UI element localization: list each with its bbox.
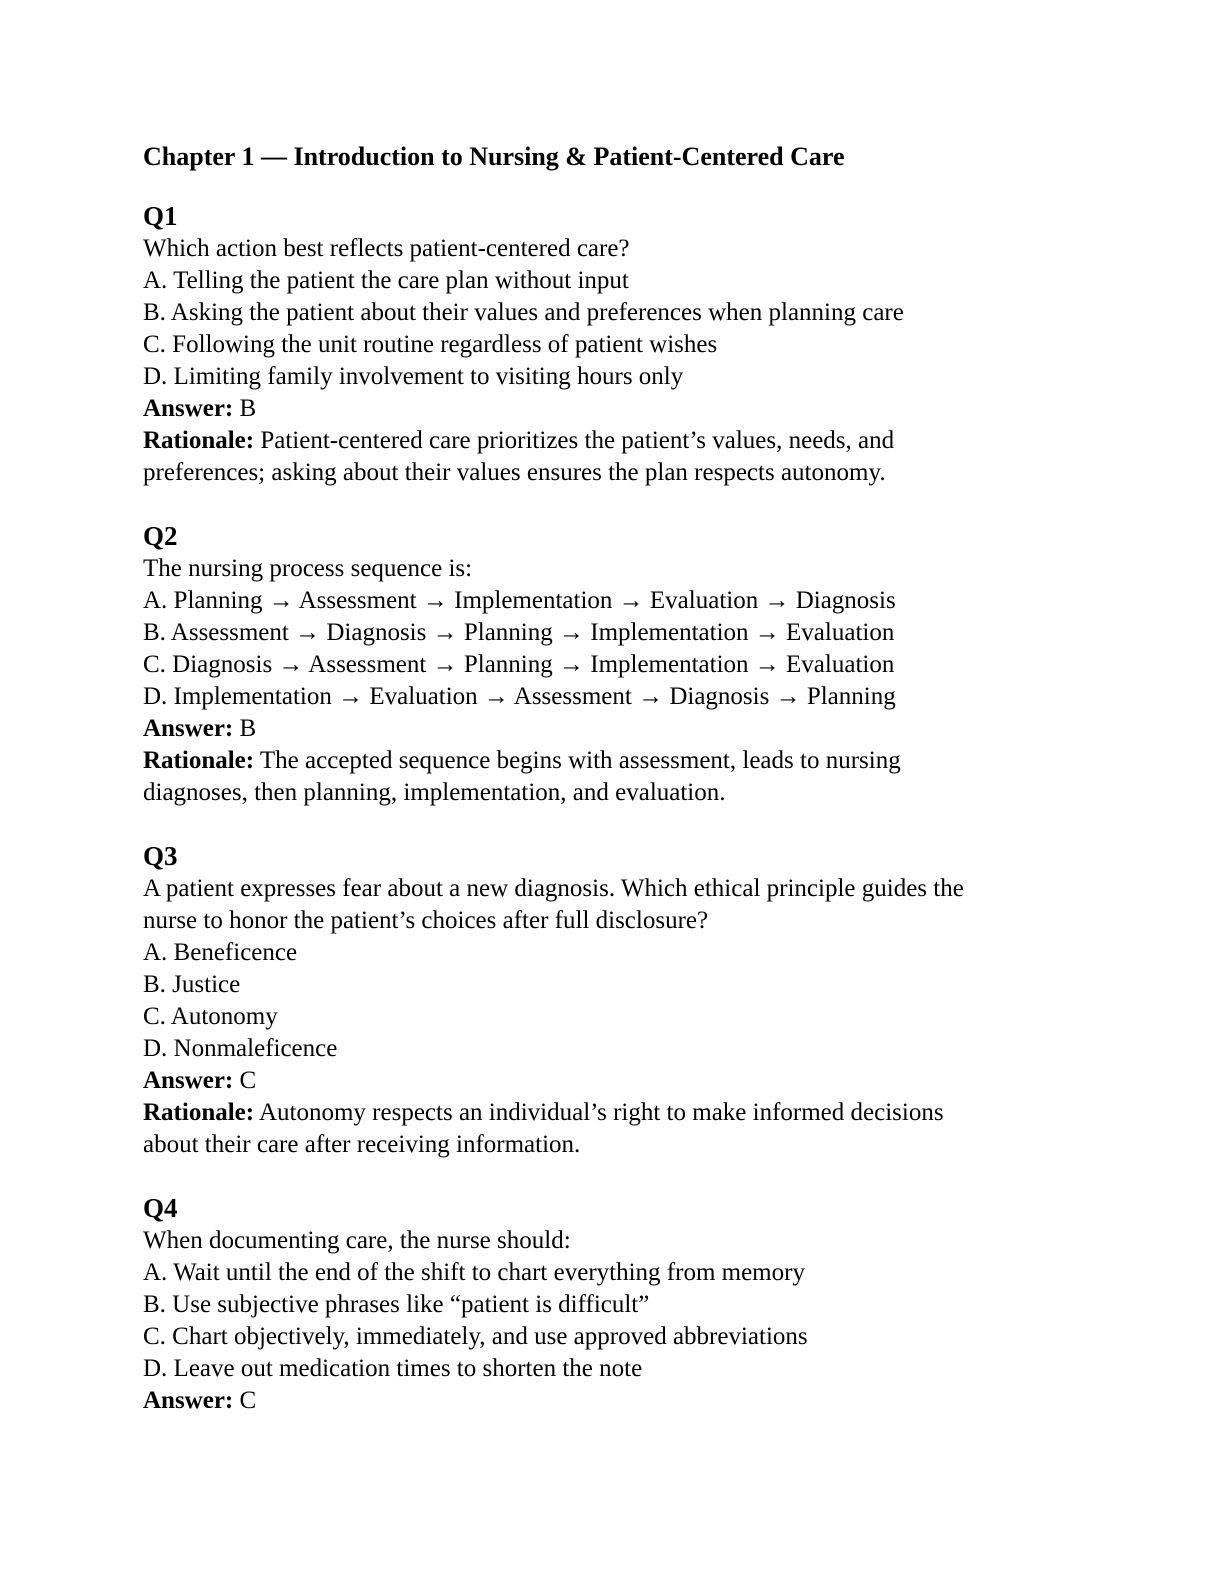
answer-option: D. Implementation → Evaluation → Assessment → Diagnosis → Planning bbox=[143, 683, 896, 710]
answer-option: A. Beneficence bbox=[143, 939, 298, 966]
question-number: Q2 bbox=[143, 521, 178, 551]
question-block bbox=[143, 199, 1083, 489]
answer-option: B. Asking the patient about their values and preferences when planning care bbox=[143, 299, 904, 326]
answer-label: Answer: bbox=[143, 395, 234, 422]
answer-value: B bbox=[233, 715, 257, 742]
answer-option: C. Diagnosis → Assessment → Planning → Implementation → Evaluation bbox=[143, 651, 895, 678]
answer-option: B. Assessment → Diagnosis → Planning → Implementation → Evaluation bbox=[143, 619, 895, 646]
question-number: Q4 bbox=[143, 1193, 178, 1223]
answer-value: C bbox=[233, 1387, 257, 1414]
answer-option: D. Limiting family involvement to visiting hours only bbox=[143, 363, 684, 390]
document-page bbox=[143, 139, 1083, 1447]
question-number: Q3 bbox=[143, 841, 178, 871]
rationale-text: The accepted sequence begins with assessment, leads to nursing bbox=[254, 747, 901, 774]
answer-label: Answer: bbox=[143, 715, 234, 742]
question-stem: Which action best reflects patient-centered care? bbox=[143, 235, 630, 262]
answer-value: B bbox=[233, 395, 257, 422]
chapter-title: Chapter 1 — Introduction to Nursing & Patient-Centered Care bbox=[143, 142, 845, 171]
answer-option: A. Telling the patient the care plan without input bbox=[143, 267, 629, 294]
answer-option: A. Planning → Assessment → Implementation → Evaluation → Diagnosis bbox=[143, 587, 896, 614]
question-stem: A patient expresses fear about a new diagnosis. Which ethical principle guides the bbox=[143, 875, 964, 902]
question-stem: nurse to honor the patient’s choices after full disclosure? bbox=[143, 907, 709, 934]
answer-option: C. Chart objectively, immediately, and use approved abbreviations bbox=[143, 1323, 808, 1350]
answer-label: Answer: bbox=[143, 1067, 234, 1094]
answer-line bbox=[143, 393, 1083, 425]
rationale-text: about their care after receiving information. bbox=[143, 1131, 581, 1158]
answer-option: C. Following the unit routine regardless of patient wishes bbox=[143, 331, 718, 358]
answer-option: B. Use subjective phrases like “patient is difficult” bbox=[143, 1291, 650, 1318]
rationale-text: Patient-centered care prioritizes the patient’s values, needs, and bbox=[254, 427, 895, 454]
rationale-text: Autonomy respects an individual’s right to make informed decisions bbox=[254, 1099, 944, 1126]
question-block bbox=[143, 519, 1083, 809]
answer-option: B. Justice bbox=[143, 971, 241, 998]
rationale-text: diagnoses, then planning, implementation, and evaluation. bbox=[143, 779, 726, 806]
answer-option: A. Wait until the end of the shift to chart everything from memory bbox=[143, 1259, 805, 1286]
rationale-line bbox=[143, 1097, 1083, 1129]
answer-option: C. Autonomy bbox=[143, 1003, 278, 1030]
rationale-label: Rationale: bbox=[143, 427, 255, 454]
answer-line bbox=[143, 713, 1083, 745]
rationale-line bbox=[143, 745, 1083, 777]
rationale-label: Rationale: bbox=[143, 747, 255, 774]
answer-line bbox=[143, 1385, 1083, 1417]
answer-line bbox=[143, 1065, 1083, 1097]
answer-label: Answer: bbox=[143, 1387, 234, 1414]
question-stem: When documenting care, the nurse should: bbox=[143, 1227, 571, 1254]
question-stem: The nursing process sequence is: bbox=[143, 555, 473, 582]
rationale-text: preferences; asking about their values ensures the plan respects autonomy. bbox=[143, 459, 886, 486]
answer-option: D. Leave out medication times to shorten the note bbox=[143, 1355, 643, 1382]
answer-value: C bbox=[233, 1067, 257, 1094]
rationale-label: Rationale: bbox=[143, 1099, 255, 1126]
question-number: Q1 bbox=[143, 201, 178, 231]
rationale-line bbox=[143, 425, 1083, 457]
answer-option: D. Nonmaleficence bbox=[143, 1035, 338, 1062]
question-block bbox=[143, 839, 1083, 1161]
question-block bbox=[143, 1191, 1083, 1417]
